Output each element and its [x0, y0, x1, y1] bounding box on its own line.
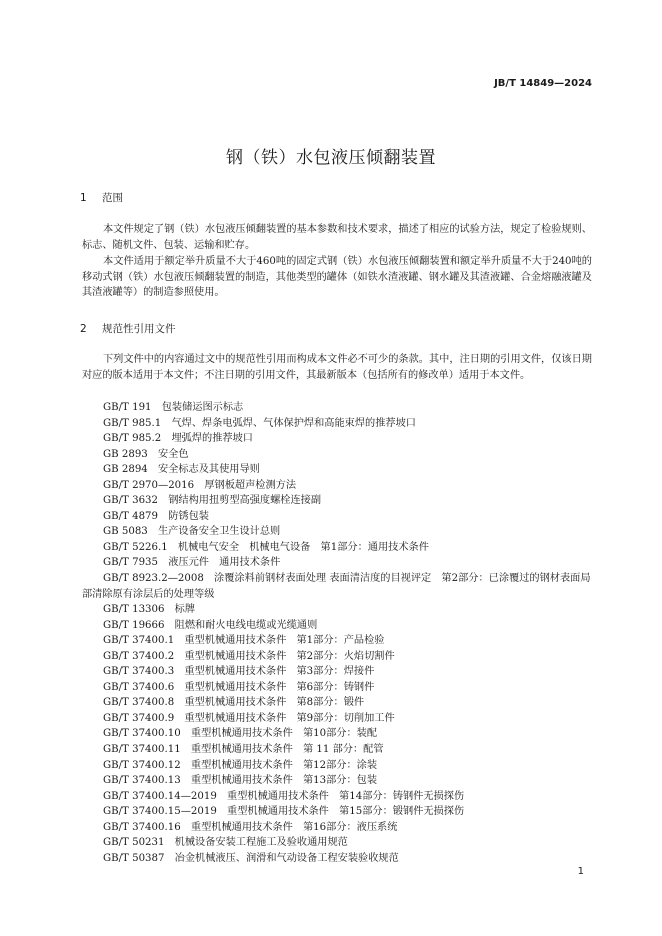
- reference-item: GB/T 37400.11 重型机械通用技术条件 第 11 部分：配管: [103, 744, 384, 756]
- section-number: 1: [80, 192, 87, 204]
- reference-item: GB/T 2970—2016 厚钢板超声检测方法: [103, 479, 297, 491]
- section-number: 2: [80, 323, 87, 335]
- section-title: 范围: [102, 192, 123, 204]
- reference-item: GB/T 8923.2—2008 涂覆涂料前钢材表面处理 表面清洁度的目视评定 第2部分：已涂覆过的钢材表面局部清除原有涂层后的处理等级: [82, 573, 591, 600]
- reference-item: GB/T 37400.15—2019 重型机械通用技术条件 第15部分：锻钢件无损探伤: [103, 806, 465, 818]
- reference-item: GB/T 37400.14—2019 重型机械通用技术条件 第14部分：铸钢件无损探伤: [103, 790, 465, 802]
- page-number: 1: [577, 866, 584, 877]
- section-1-paragraph-1: 本文件规定了钢（铁）水包液压倾翻装置的基本参数和技术要求，描述了相应的试验方法，规定了检验规则、标志、随机文件、包装、运输和贮存。: [82, 224, 592, 251]
- reference-item: GB/T 4879 防锈包装: [103, 510, 209, 522]
- reference-item: GB/T 50231 机械设备安装工程施工及验收通用规范: [103, 837, 348, 849]
- reference-item: GB/T 3632 钢结构用扭剪型高强度螺栓连接副: [103, 495, 322, 507]
- reference-item: GB/T 5226.1 机械电气安全 机械电气设备 第1部分：通用技术条件: [103, 541, 429, 553]
- reference-item: GB/T 37400.13 重型机械通用技术条件 第13部分：包装: [103, 775, 378, 787]
- reference-item: GB/T 37400.2 重型机械通用技术条件 第2部分：火焰切割件: [103, 650, 395, 662]
- reference-item: GB 5083 生产设备安全卫生设计总则: [103, 526, 281, 538]
- reference-item: GB/T 37400.12 重型机械通用技术条件 第12部分：涂装: [103, 759, 378, 771]
- reference-list: [82, 400, 597, 866]
- reference-item: GB/T 37400.1 重型机械通用技术条件 第1部分：产品检验: [103, 635, 385, 647]
- reference-item: GB/T 37400.3 重型机械通用技术条件 第3部分：焊接件: [103, 666, 375, 678]
- reference-item: GB/T 37400.16 重型机械通用技术条件 第16部分：液压系统: [103, 821, 398, 833]
- section-2-heading: [80, 321, 176, 336]
- reference-item: GB 2893 安全色: [103, 448, 189, 460]
- section-title: 规范性引用文件: [102, 323, 176, 335]
- standard-code: JB/T 14849—2024: [494, 78, 592, 89]
- document-title: 钢（铁）水包液压倾翻装置: [226, 148, 436, 168]
- section-1-paragraph-2: 本文件适用于额定举升质量不大于460吨的固定式钢（铁）水包液压倾翻装置和额定举升质量不大于240吨的移动式钢（铁）水包液压倾翻装置的制造，其他类型的罐体（如铁水渣液罐、钢水罐及其渣液罐、合金熔融液罐及其渣液罐等）的制造参照使用。: [82, 256, 592, 299]
- reference-item: GB/T 985.1 气焊、焊条电弧焊、气体保护焊和高能束焊的推荐坡口: [103, 417, 416, 429]
- reference-item: GB/T 37400.6 重型机械通用技术条件 第6部分：铸钢件: [103, 681, 375, 693]
- reference-item: GB/T 19666 阻燃和耐火电线电缆或光缆通则: [103, 619, 318, 631]
- section-2-paragraph-1: 下列文件中的内容通过文中的规范性引用而构成本文件必不可少的条款。其中，注日期的引用文件，仅该日期对应的版本适用于本文件；不注日期的引用文件，其最新版本（包括所有的修改单）适用于本文件。: [82, 354, 592, 381]
- reference-item: GB/T 37400.10 重型机械通用技术条件 第10部分：装配: [103, 728, 378, 740]
- reference-item: GB/T 7935 液压元件 通用技术条件: [103, 557, 281, 569]
- reference-item: GB 2894 安全标志及其使用导则: [103, 464, 260, 476]
- reference-item: GB/T 50387 冶金机械液压、润滑和气动设备工程安装验收规范: [103, 852, 399, 864]
- reference-item: GB/T 191 包装储运图示标志: [103, 402, 244, 413]
- reference-item: GB/T 985.2 埋弧焊的推荐坡口: [103, 433, 253, 445]
- section-1-heading: [80, 190, 123, 205]
- reference-item: GB/T 37400.9 重型机械通用技术条件 第9部分：切削加工件: [103, 712, 395, 724]
- reference-item: GB/T 37400.8 重型机械通用技术条件 第8部分：锻件: [103, 697, 365, 709]
- reference-item: GB/T 13306 标牌: [103, 604, 196, 616]
